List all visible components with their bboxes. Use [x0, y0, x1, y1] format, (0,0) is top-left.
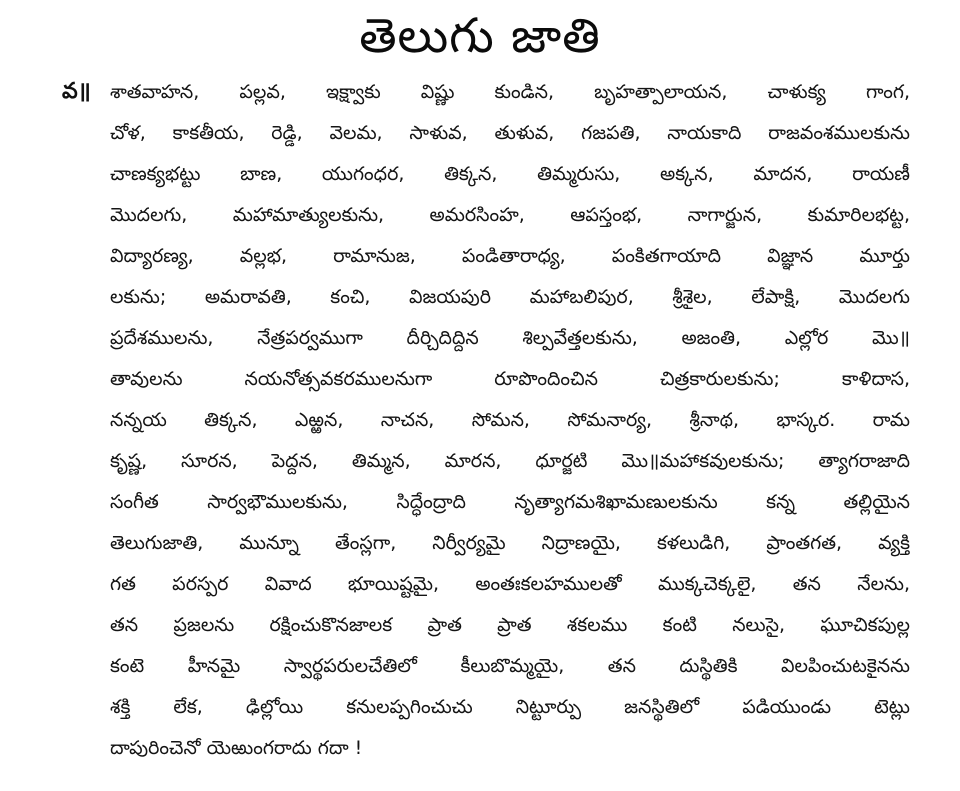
- text-line: తన ప్రజలను రక్షించుకొనజాలక ప్రాత ప్రాత శకలము కంటి నలుసై, ఘూచికపుల్ల: [110, 614, 910, 636]
- text-line: లకును; అమరావతి, కంచి, విజయపురి మహాబలిపుర, శ్రీశైల, లేపాక్షి, మొదలగు: [110, 286, 910, 308]
- text-line: సంగీత సార్వభౌములకును, సిద్ధేంద్రాది నృత్యాగమశిఖామణులకును కన్న తల్లియైన: [110, 491, 910, 513]
- verse-marker: వ॥: [62, 79, 91, 104]
- text-line: నన్నయ తిక్కన, ఎఱ్ఱన, నాచన, సోమన, సోమనార్య, శ్రీనాథ, భాస్కర. రామ: [110, 409, 910, 431]
- text-line: తెలుగుజాతి, మున్నూ తేంస్లగా, నిర్వీర్యమై నిద్రాణయై, కళలుడిగి, ప్రాంతగత, వ్యక్తి: [110, 532, 910, 554]
- text-line: ప్రదేశములను, నేత్రపర్వముగా దీర్చిదిద్దిన శిల్పవేత్తలకును, అజంతి, ఎల్లోర మొ॥: [110, 327, 910, 349]
- text-line: శక్తి లేక, ఢిల్లోయి కనులప్పగించుచు నిట్టూర్పు జనస్థితిలో పడియుండు టెట్లు: [110, 696, 910, 718]
- text-line: తావులను నయనోత్సవకరములనుగా రూపొందించిన చిత్రకారులకును; కాళిదాస,: [110, 368, 910, 390]
- text-line: శాతవాహన, పల్లవ, ఇక్ష్వాకు విష్ణు కుండిన, బృహత్పాలాయన, చాళుక్య గాంగ,: [110, 81, 910, 103]
- text-line: గత పరస్పర వివాద భూయిష్టమై, అంతఃకలహములతో ముక్కచెక్కలై, తన నేలను,: [110, 573, 910, 595]
- text-line: చోళ, కాకతీయ, రెడ్డి, వెలమ, సాళువ, తుళువ, గజపతి, నాయకాది రాజవంశములకును: [110, 122, 910, 144]
- text-line: కృష్ణ, సూరన, పెద్దన, తిమ్మన, మారన, ధూర్జటి మొ॥మహాకవులకును; త్యాగరాజాది: [110, 450, 910, 472]
- body-paragraph: [110, 74, 910, 771]
- text-line: విద్యారణ్య, వల్లభ, రామానుజ, పండితారాధ్య, పంకితగాయాది విజ్ఞాన మూర్తు: [110, 245, 910, 267]
- text-line: చాణక్యభట్టు బాణ, యుగంధర, తిక్కన, తిమ్మరుసు, అక్కన, మాదన, రాయణీ: [110, 163, 910, 185]
- text-line: దాపురించెనో యెఱుంగరాదు గదా !: [110, 737, 363, 759]
- text-line: మొదలగు, మహామాత్యులకును, అమరసింహ, ఆపస్తంభ, నాగార్జున, కుమారిలభట్ట,: [110, 204, 910, 226]
- text-line: కంటె హీనమై స్వార్థపరులచేతిలో కీలుబొమ్మయై, తన దుస్థితికి విలపించుటకైనను: [110, 655, 910, 677]
- page-title: తెలుగు జాతి: [359, 8, 601, 64]
